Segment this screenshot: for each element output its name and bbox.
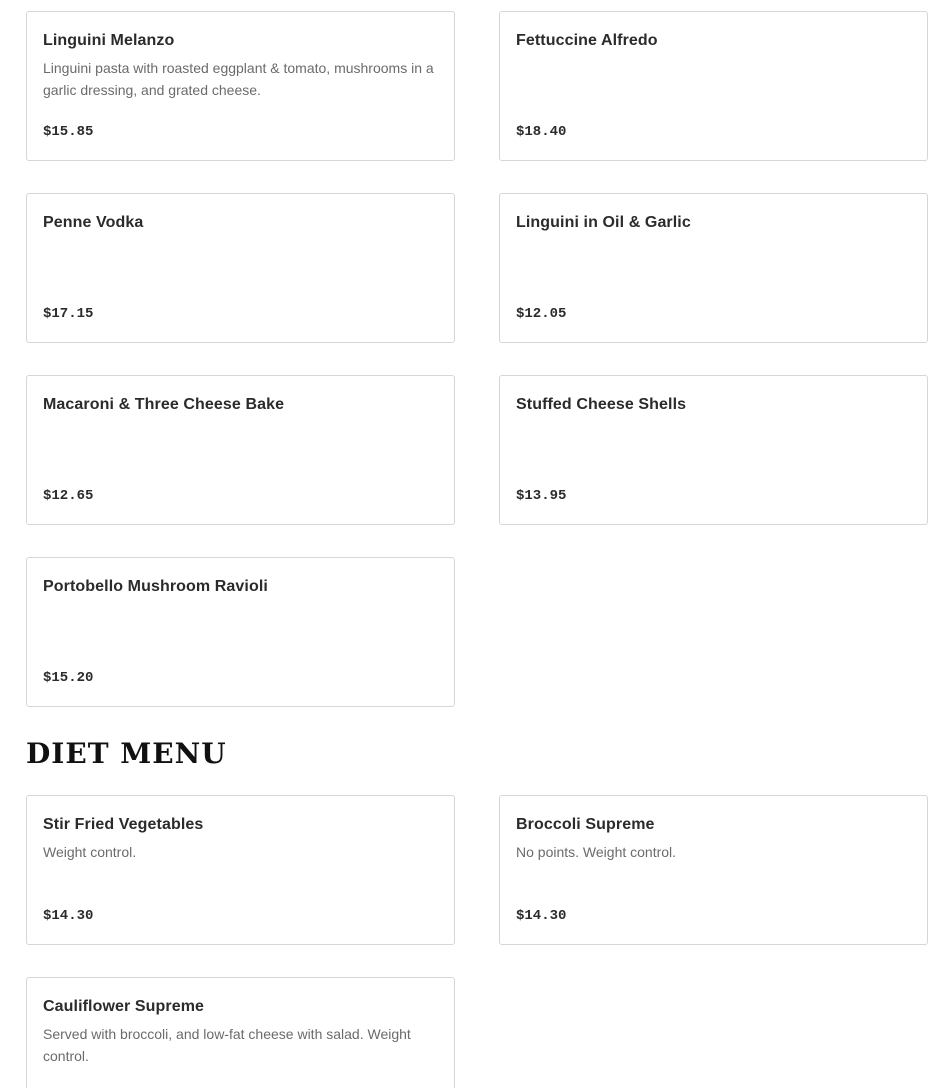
menu-item-description: Linguini pasta with roasted eggplant & tomato, mushrooms in a garlic dressing, and grated cheese.	[43, 60, 434, 98]
menu-item-card[interactable]	[499, 375, 928, 525]
menu-item-card[interactable]	[26, 193, 455, 343]
menu-item-price: $14.30	[43, 908, 94, 924]
menu-item-description: Served with broccoli, and low-fat cheese with salad. Weight control.	[43, 1026, 411, 1064]
menu-item-name: Portobello Mushroom Ravioli	[43, 578, 268, 595]
menu-item-card[interactable]	[26, 375, 455, 525]
menu-item-description: No points. Weight control.	[516, 844, 677, 860]
menu-item-card[interactable]	[499, 11, 928, 161]
menu-item-card[interactable]	[26, 795, 455, 945]
menu-item-name: Macaroni & Three Cheese Bake	[43, 396, 285, 413]
menu-item-price: $12.05	[516, 306, 567, 322]
menu-item-card[interactable]	[499, 193, 928, 343]
menu-item-name: Cauliflower Supreme	[43, 998, 205, 1015]
menu-item-name: Broccoli Supreme	[516, 816, 655, 833]
menu-item-name: Linguini Melanzo	[43, 32, 175, 49]
menu-item-price: $15.85	[43, 124, 94, 140]
menu-item-name: Fettuccine Alfredo	[516, 32, 658, 49]
menu-item-name: Stuffed Cheese Shells	[516, 396, 687, 413]
section-heading-diet-menu: DIET MENU	[26, 737, 227, 770]
menu-item-price: $13.95	[516, 488, 567, 504]
menu-item-card[interactable]	[26, 977, 455, 1088]
menu-item-price: $15.20	[43, 670, 94, 686]
menu-item-card[interactable]	[499, 795, 928, 945]
menu-item-card[interactable]	[26, 557, 455, 707]
menu-item-name: Penne Vodka	[43, 214, 144, 231]
menu-item-name: Linguini in Oil & Garlic	[516, 214, 691, 231]
menu-item-price: $14.30	[516, 908, 567, 924]
menu-item-name: Stir Fried Vegetables	[43, 816, 204, 833]
menu-item-price: $12.65	[43, 488, 94, 504]
menu-item-description: Weight control.	[43, 844, 137, 860]
menu-item-card[interactable]	[26, 11, 455, 161]
menu-item-price: $18.40	[516, 124, 567, 140]
menu-item-price: $17.15	[43, 306, 94, 322]
